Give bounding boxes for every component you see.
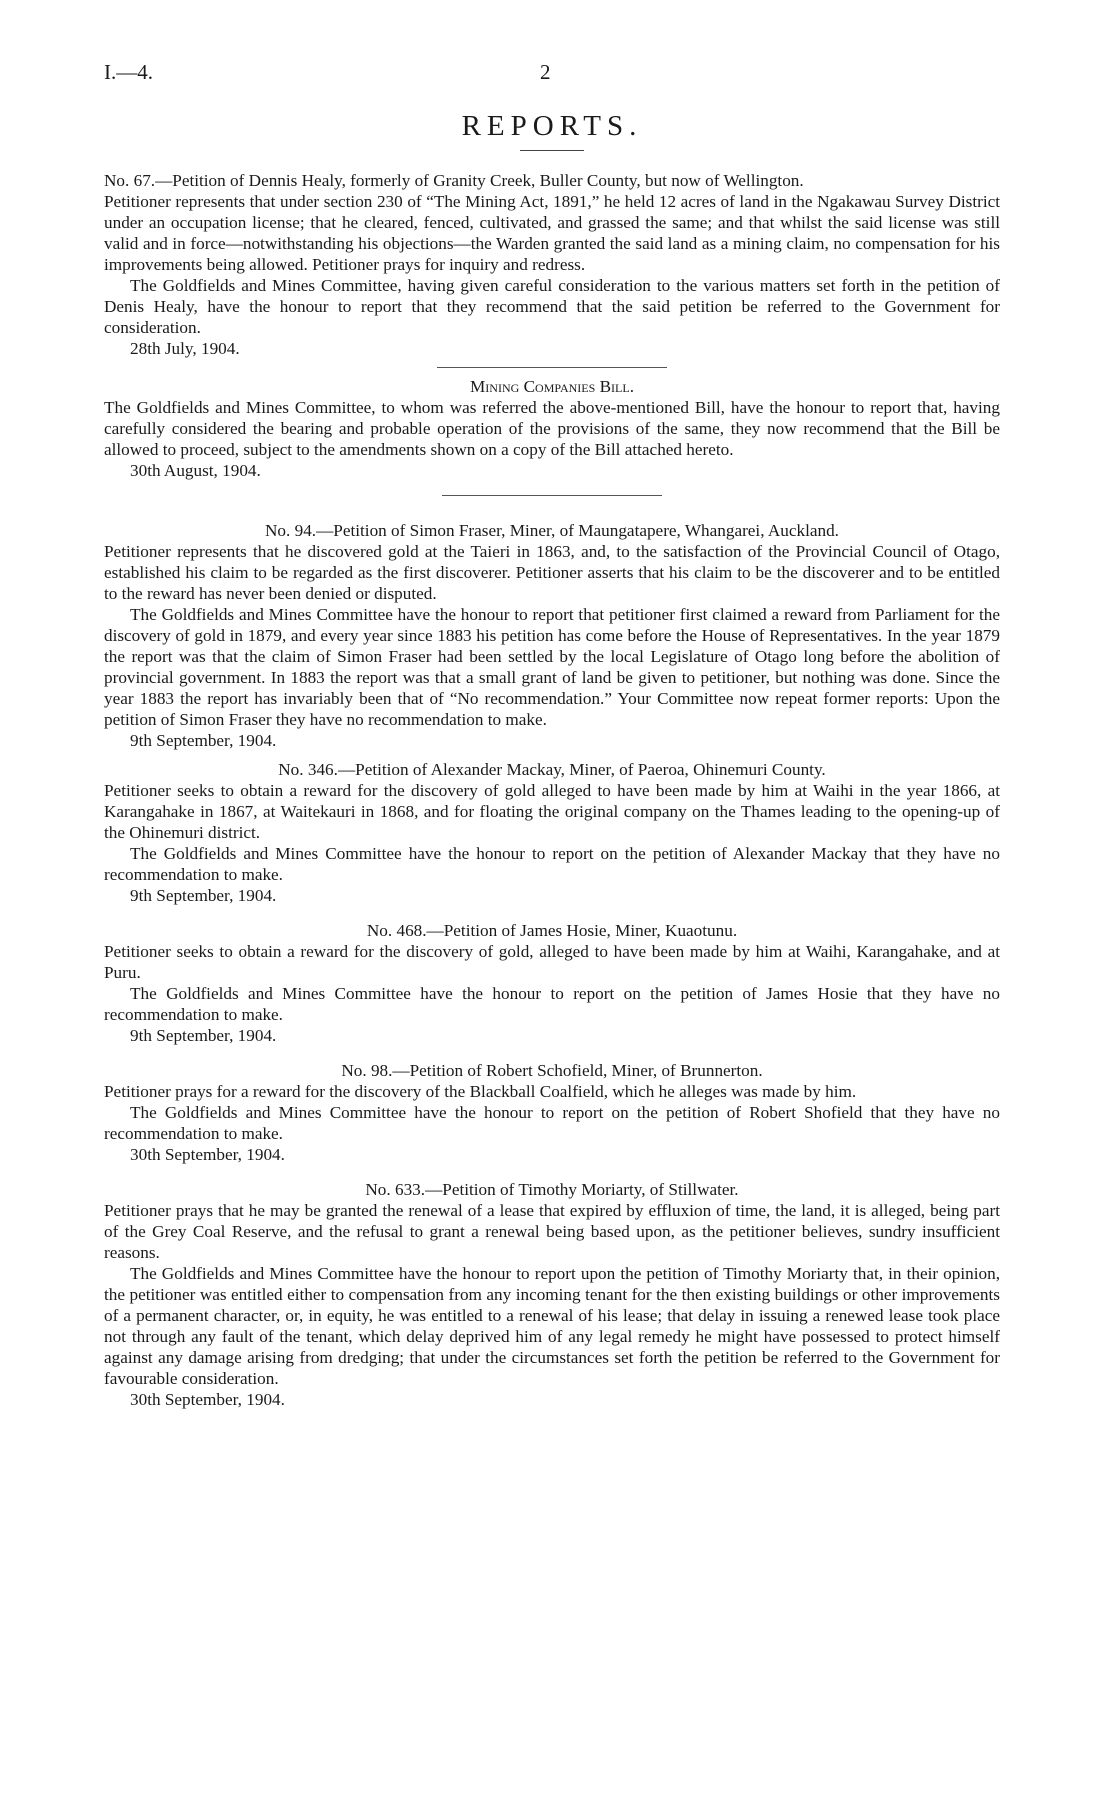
report-date: 9th September, 1904. [130, 731, 277, 750]
committee-report: The Goldfields and Mines Committee have the honour to report on the petition of James Hosie that they have no recommendation to make. [104, 984, 1000, 1024]
page-number: 2 [540, 60, 551, 84]
reports-body [104, 170, 1000, 1410]
document-code: I.—4. [104, 60, 153, 84]
petition-text: Petitioner prays that he may be granted the renewal of a lease that expired by effluxion of time, the land, it is alleged, being part of the Grey Coal Reserve, and the refusal to grant a renewal being based upon, as the petitioner believes, sundry insufficient reasons. [104, 1201, 1000, 1262]
page-title: REPORTS. [461, 110, 643, 142]
report-date: 9th September, 1904. [130, 886, 277, 905]
petition-text: Petitioner seeks to obtain a reward for the discovery of gold alleged to have been made by him at Waihi in the year 1866, at Karangahake in 1867, at Waitekauri in 1868, and for floating the original company on the Thames leading to the opening-up of the Ohinemuri district. [104, 781, 1000, 842]
report-date: 30th September, 1904. [130, 1145, 285, 1164]
committee-report: The Goldfields and Mines Committee, to whom was referred the above-mentioned Bill, have the honour to report that, having carefully considered the bearing and probable operation of the provisions of the same, they now recommend that the Bill be allowed to proceed, subject to the amendments shown on a copy of the Bill attached hereto. [104, 398, 1000, 459]
committee-report: The Goldfields and Mines Committee have the honour to report upon the petition of Timothy Moriarty that, in their opinion, the petitioner was entitled either to compensation from any incoming tenant for the then existing buildings or other improvements of a permanent character, or, in equity, he was entitled to a renewal of his lease; that delay in issuing a renewed lease took place not through any fault of the tenant, which delay deprived him of any legal remedy he might have possessed to protect himself against any damage arising from dredging; that under the circumstances set forth the petition be referred to the Government for favourable consideration. [104, 1264, 1000, 1388]
committee-report: The Goldfields and Mines Committee have the honour to report that petitioner first claimed a reward from Parliament for the discovery of gold in 1879, and every year since 1883 his petition has come before the House of Representatives. In the year 1879 the report was that the claim of Simon Fraser had been settled by the local Legislature of Otago long before the abolition of provincial government. In 1883 the report was that a small grant of land be given to petitioner, but nothing was done. Since the year 1883 the report has invariably been that of “No recommendation.” Your Committee now repeat former reports: Upon the petition of Simon Fraser they have no recommendation to make. [104, 605, 1000, 729]
committee-report: The Goldfields and Mines Committee, having given careful consideration to the various matters set forth in the petition of Denis Healy, have the honour to report that they recommend that the said petition be referred to the Government for consideration. [104, 276, 1000, 337]
report-date: 9th September, 1904. [130, 1026, 277, 1045]
report-date: 30th September, 1904. [130, 1390, 285, 1409]
section-heading: No. 633.—Petition of Timothy Moriarty, of Stillwater. [365, 1180, 739, 1199]
section-heading: No. 94.—Petition of Simon Fraser, Miner, of Maungatapere, Whangarei, Auckland. [265, 521, 839, 540]
section-heading: No. 98.—Petition of Robert Schofield, Miner, of Brunnerton. [341, 1061, 763, 1080]
section-heading: No. 67.—Petition of Dennis Healy, formerly of Granity Creek, Buller County, but now of Wellington. [104, 171, 804, 190]
section-heading: Mining Companies Bill. [470, 377, 634, 396]
report-date: 28th July, 1904. [130, 339, 240, 358]
section-heading: No. 346.—Petition of Alexander Mackay, Miner, of Paeroa, Ohinemuri County. [278, 760, 826, 779]
title-rule [520, 150, 584, 151]
petition-text: Petitioner represents that under section 230 of “The Mining Act, 1891,” he held 12 acres of land in the Ngakawau Survey District under an occupation license; that he cleared, fenced, cultivated, and grassed the same; and that whilst the said license was still valid and in force—notwithstanding his objections—the Warden granted the said land as a mining claim, no compensation for his improvements being allowed. Petitioner prays for inquiry and redress. [104, 192, 1000, 274]
section-heading: No. 468.—Petition of James Hosie, Miner, Kuaotunu. [366, 921, 738, 940]
committee-report: The Goldfields and Mines Committee have the honour to report on the petition of Robert Shofield that they have no recommendation to make. [104, 1103, 1000, 1143]
petition-text: Petitioner seeks to obtain a reward for the discovery of gold, alleged to have been made by him at Waihi, Karangahake, and at Puru. [104, 942, 1000, 982]
petition-text: Petitioner represents that he discovered gold at the Taieri in 1863, and, to the satisfaction of the Provincial Council of Otago, established his claim to be regarded as the first discoverer. Petitioner asserts that his claim to be the discoverer and to be entitled to the reward has never been denied or disputed. [104, 542, 1000, 603]
report-date: 30th August, 1904. [130, 461, 261, 480]
committee-report: The Goldfields and Mines Committee have the honour to report on the petition of Alexander Mackay that they have no recommendation to make. [104, 844, 1000, 884]
petition-text: Petitioner prays for a reward for the discovery of the Blackball Coalfield, which he alleges was made by him. [104, 1082, 857, 1101]
